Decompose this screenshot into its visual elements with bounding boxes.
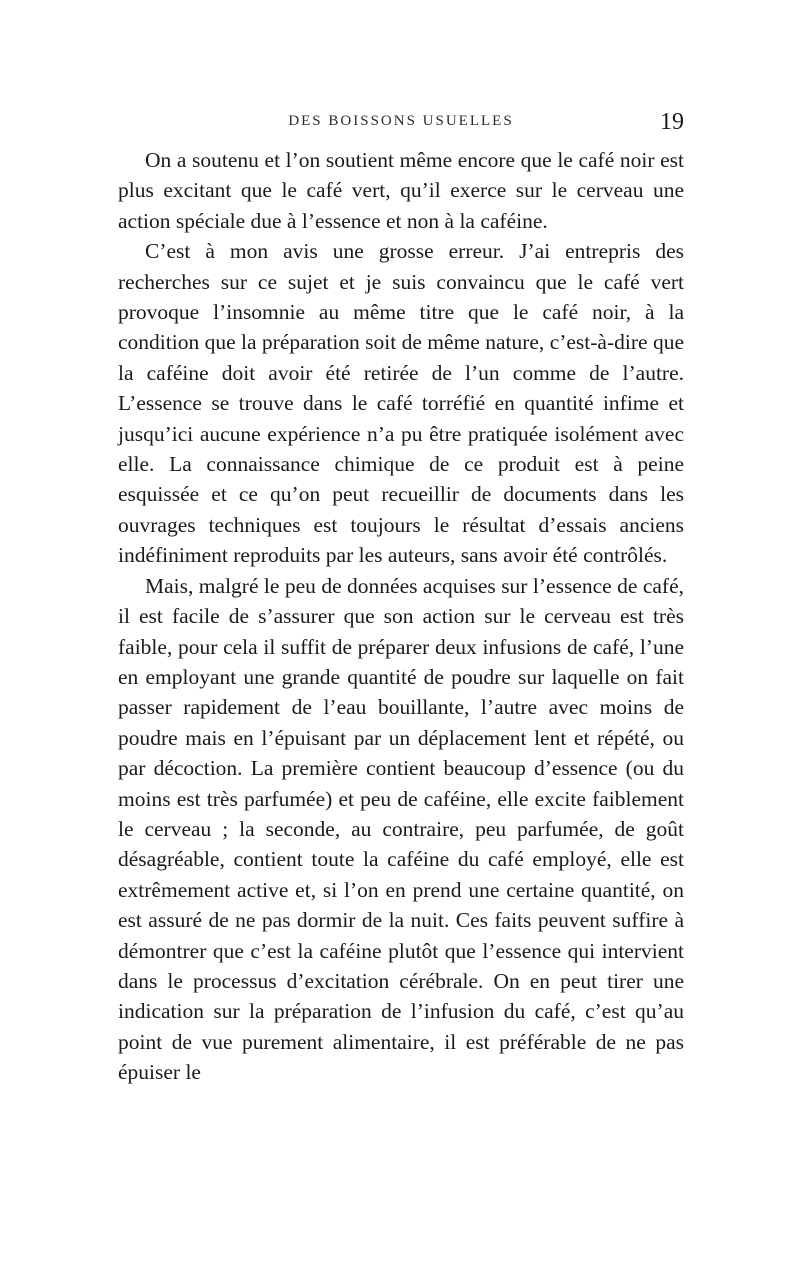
running-header xyxy=(118,109,684,143)
body-text xyxy=(118,145,684,1088)
paragraph-1: On a soutenu et l’on soutient même encore que le café noir est plus excitant que le café vert, qu’il exerce sur le cerveau une action spéciale due à l’essence et non à la caféine. xyxy=(118,148,684,233)
page-number: 19 xyxy=(660,109,684,135)
paragraph-3: Mais, malgré le peu de données acquises sur l’essence de café, il est facile de s’assurer que son action sur le cerveau est très faible, pour cela il suffit de préparer deux infusions de café, l’une en employant une grande quantité de poudre sur laquelle on fait passer rapidement de l’eau bouillante, l’autre avec moins de poudre mais en l’épuisant par un déplacement lent et répété, ou par décoction. La première contient beaucoup d’essence (ou du moins est très parfumée) et peu de caféine, elle excite faiblement le cerveau ; la seconde, au contraire, peu parfumée, de goût désagréable, contient toute la caféine du café employé, elle est extrêmement active et, si l’on en prend une certaine quantité, on est assuré de ne pas dormir de la nuit. Ces faits peuvent suffire à démontrer que c’est la caféine plutôt que l’essence qui intervient dans le processus d’excitation cérébrale. On en peut tirer une indication sur la préparation de l’infusion du café, c’est qu’au point de vue purement alimentaire, il est préférable de ne pas épuiser le xyxy=(118,573,684,1085)
running-title: DES BOISSONS USUELLES xyxy=(288,113,514,129)
paragraph-2: C’est à mon avis une grosse erreur. J’ai entrepris des recherches sur ce sujet et je suis convaincu que le café vert provoque l’insomnie au même titre que le café noir, à la condition que la préparation soit de même nature, c’est-à-dire que la caféine doit avoir été retirée de l’un comme de l’autre. L’essence se trouve dans le café torréfié en quantité infime et jusqu’ici aucune expérience n’a pu être pratiquée isolément avec elle. La connaissance chimique de ce produit est à peine esquissée et ce qu’on peut recueillir de documents dans les ouvrages techniques est toujours le résultat d’essais anciens indéfiniment reproduits par les auteurs, sans avoir été contrôlés. xyxy=(118,239,684,568)
